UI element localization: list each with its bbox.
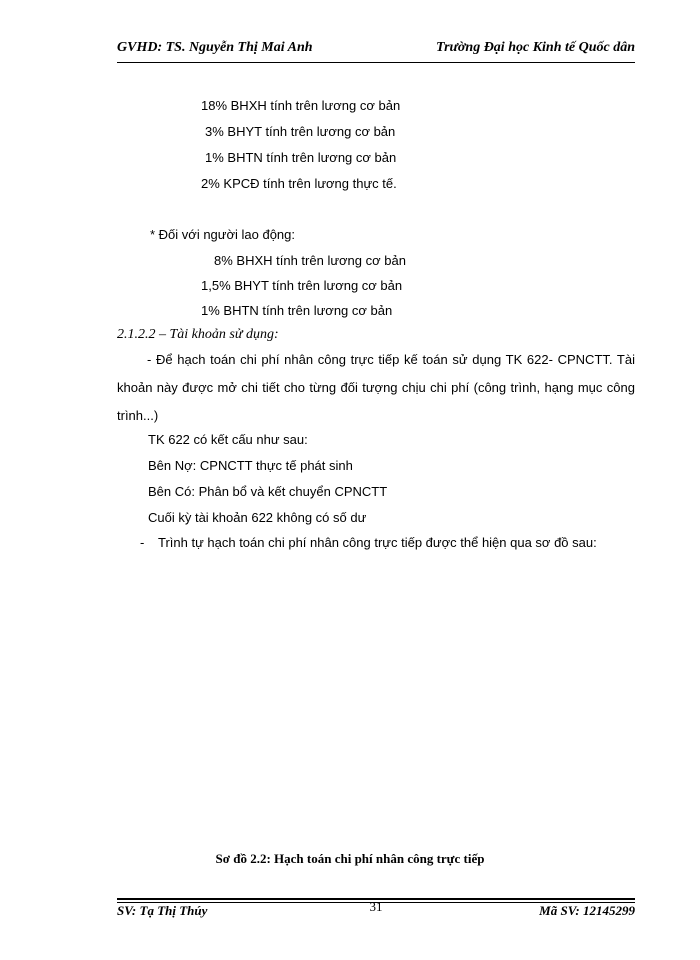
account-structure-line: TK 622 có kết cấu như sau: xyxy=(148,432,308,447)
employee-item-bhyt: 1,5% BHYT tính trên lương cơ bản xyxy=(201,278,403,293)
university-label: Trường Đại học Kinh tế Quốc dân xyxy=(436,40,635,55)
student-id: Mã SV: 12145299 xyxy=(539,903,635,918)
employee-item-bhxh: 8% BHXH tính trên lương cơ bản xyxy=(214,253,406,268)
page-footer xyxy=(117,899,635,923)
employer-item-bhyt: 3% BHYT tính trên lương cơ bản xyxy=(205,124,396,139)
page-header xyxy=(117,40,635,63)
sequence-line: Trình tự hạch toán chi phí nhân công trực tiếp được thể hiện qua sơ đồ sau: xyxy=(158,535,597,550)
student-name: SV: Tạ Thị Thúy xyxy=(117,903,208,918)
debit-side-line: Bên Nợ: CPNCTT thực tế phát sinh xyxy=(148,458,353,473)
credit-side-line: Bên Có: Phân bổ và kết chuyển CPNCTT xyxy=(148,484,388,499)
employer-item-kpcd: 2% KPCĐ tính trên lương thực tế. xyxy=(201,176,397,191)
section-heading: 2.1.2.2 – Tài khoản sử dụng: xyxy=(117,327,279,342)
employer-item-bhtn: 1% BHTN tính trên lương cơ bản xyxy=(205,150,397,165)
intro-paragraph: - Để hạch toán chi phí nhân công trực tiếp kế toán sử dụng TK 622- CPNCTT. Tài khoản này được mở chi tiết cho từng đối tượng chịu chi phí (công trình, hạng mục công trình...) xyxy=(117,352,635,423)
diagram-caption: Sơ đồ 2.2: Hạch toán chi phí nhân công trực tiếp xyxy=(215,851,485,866)
employee-item-bhtn: 1% BHTN tính trên lương cơ bản xyxy=(201,303,393,318)
list-dash: - xyxy=(140,535,145,550)
employee-intro: * Đối với người lao động: xyxy=(150,227,295,242)
closing-balance-line: Cuối kỳ tài khoản 622 không có số dư xyxy=(148,510,367,525)
supervisor-label: GVHD: TS. Nguyễn Thị Mai Anh xyxy=(117,40,313,55)
employer-item-bhxh: 18% BHXH tính trên lương cơ bản xyxy=(201,98,401,113)
page-number: 31 xyxy=(369,899,383,914)
